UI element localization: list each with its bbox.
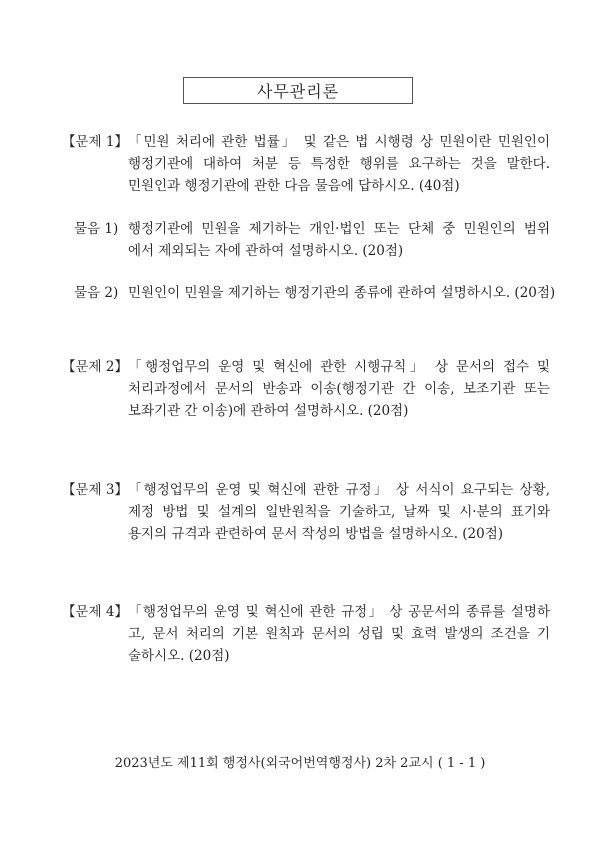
- question-4: [62, 601, 550, 667]
- question-text-line: 용지의 규격과 관련하여 문서 작성의 방법을 설명하시오. (20점): [128, 526, 504, 542]
- exam-subject-title: 사무관리론: [183, 77, 413, 104]
- sub-question-text-line: 민원인이 민원을 제기하는 행정기관의 종류에 관하여 설명하시오. (20점): [128, 285, 556, 301]
- sub-question-text-line: 행정기관에 민원을 제기하는 개인·법인 또는 단체 중 민원인의 범위: [128, 221, 550, 237]
- question-text-line: 「행정업무의 운영 및 혁신에 관한 규정」 상 공문서의 종류를 설명하: [128, 604, 550, 620]
- question-label: 【문제 4】: [62, 604, 128, 620]
- question-text-line: 행정기관에 대하여 처분 등 특정한 행위를 요구하는 것을 말한다.: [128, 156, 550, 172]
- question-3: [62, 479, 550, 545]
- question-1: [62, 131, 550, 197]
- question-text-line: 「민원 처리에 관한 법률」 및 같은 법 시행령 상 민원이란 민원인이: [128, 134, 550, 150]
- question-text-line: 민원인과 행정기관에 관한 다음 물음에 답하시오. (40점): [128, 178, 460, 194]
- question-text-line: 제정 방법 및 설계의 일반원칙을 기술하고, 날짜 및 시·분의 표기와: [128, 504, 550, 520]
- question-text-line: 보좌기관 간 이송)에 관하여 설명하시오. (20점): [128, 403, 409, 419]
- sub-question-text-line: 에서 제외되는 자에 관하여 설명하시오. (20점): [128, 243, 404, 259]
- question-label: 【문제 3】: [62, 482, 128, 498]
- question-2: [62, 356, 550, 422]
- question-label: 【문제 1】: [62, 134, 128, 150]
- question-text-line: 처리과정에서 문서의 반송과 이송(행정기관 간 이송, 보조기관 또는: [128, 381, 550, 397]
- question-text-line: 술하시오. (20점): [128, 648, 230, 664]
- page-footer: 2023년도 제11회 행정사(외국어번역행정사) 2차 2교시 ( 1 - 1 ): [114, 756, 486, 771]
- sub-question-1: [74, 218, 550, 262]
- sub-question-2: [74, 282, 556, 304]
- question-text-line: 「행정업무의 운영 및 혁신에 관한 시행규칙」 상 문서의 접수 및: [128, 359, 550, 375]
- question-label: 【문제 2】: [62, 359, 128, 375]
- question-text-line: 고, 문서 처리의 기본 원칙과 문서의 성립 및 효력 발생의 조건을 기: [128, 626, 550, 642]
- sub-question-label: 물음 2): [74, 285, 119, 301]
- question-text-line: 「행정업무의 운영 및 혁신에 관한 규정」 상 서식이 요구되는 상황,: [128, 482, 550, 498]
- sub-question-label: 물음 1): [74, 221, 119, 237]
